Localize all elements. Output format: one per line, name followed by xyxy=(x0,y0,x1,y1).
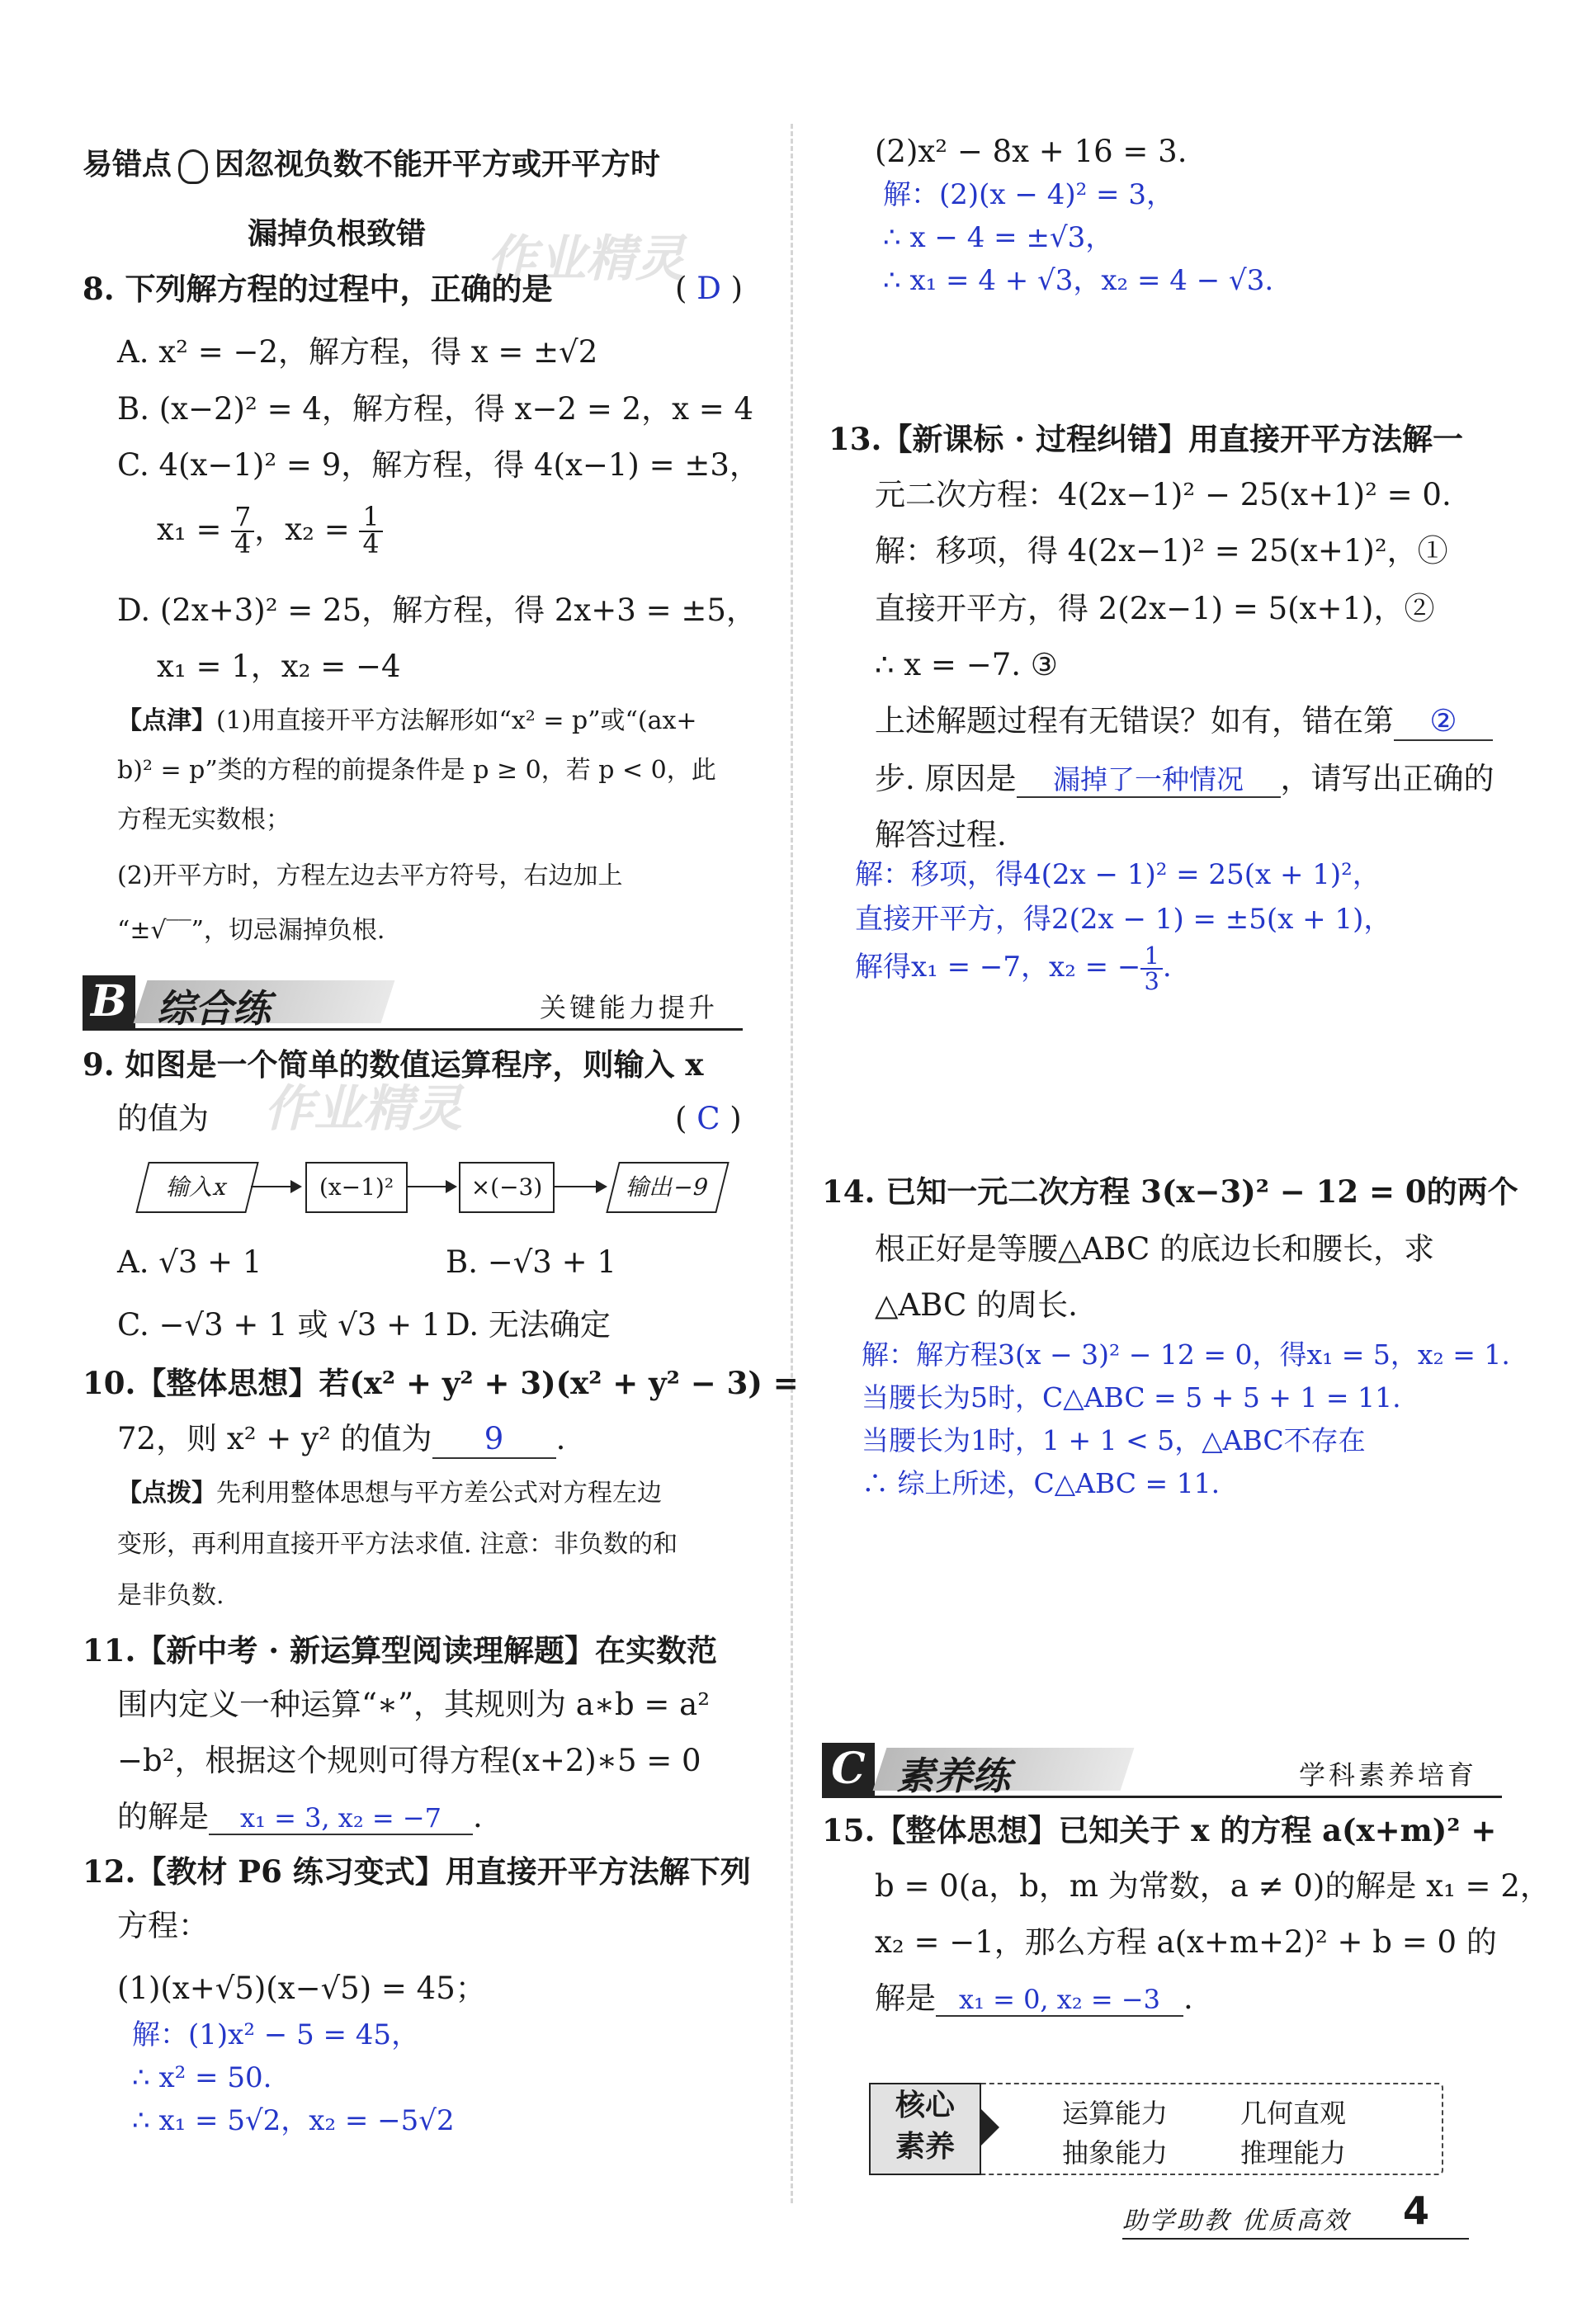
flow-arrow-3 xyxy=(553,1186,606,1187)
watermark-2: 作业精灵 xyxy=(264,1080,462,1138)
mistake-label: 易错点 xyxy=(83,147,172,182)
tip10-line-3: 是非负数. xyxy=(117,1581,224,1610)
q10-l1: 10.【整体思想】若(x² + y² + 3)(x² + y² − 3) = xyxy=(83,1365,799,1401)
core-item-reasoning: 推理能力 xyxy=(1240,2137,1347,2169)
q13-line-7 xyxy=(875,761,1494,798)
tip10-line-1 xyxy=(117,1479,662,1508)
flow-multiply: ×(−3) xyxy=(459,1162,555,1213)
section-c-name: 素养练 xyxy=(896,1754,1010,1798)
section-c-tag: 学科素养培育 xyxy=(1298,1759,1477,1791)
core-item-computation: 运算能力 xyxy=(1062,2098,1169,2129)
core-label-1: 核心 xyxy=(895,2088,955,2122)
q14-line-2: 根正好是等腰△ABC 的底边长和腰长，求 xyxy=(875,1231,1435,1267)
tip8-line-1 xyxy=(117,706,697,736)
tip8-line-5: “±√‾‾”，切忌漏掉负根. xyxy=(117,916,385,945)
q9-l1: 9. 如图是一个简单的数值运算程序，则输入 x xyxy=(83,1046,704,1083)
q12-solution-2-line-3: ∴ x₁ = 4 + √3，x₂ = 4 − √3. xyxy=(883,264,1274,297)
core-item-geometric-intuition: 几何直观 xyxy=(1240,2098,1347,2129)
q13-s3-frac xyxy=(1140,944,1162,994)
section-b-tag: 关键能力提升 xyxy=(539,992,718,1023)
q15-line-2: b = 0(a，b，m 为常数，a ≠ 0)的解是 x₁ = 2， xyxy=(875,1868,1551,1904)
q8-c-frac-1 xyxy=(231,505,254,559)
q15-l4b: . xyxy=(1183,1980,1193,2016)
q14-solution-line-4: ∴ 综上所述，C△ABC = 11. xyxy=(862,1467,1221,1499)
q13-line-6 xyxy=(875,703,1493,741)
core-literacy-box xyxy=(869,2083,1443,2175)
core-item-abstraction: 抽象能力 xyxy=(1062,2137,1169,2169)
q12-solution-1-line-2: ∴ x² = 50. xyxy=(132,2061,272,2094)
flow-input: 输入x xyxy=(135,1162,258,1213)
q8-c-frac-2 xyxy=(359,505,382,559)
q13-answer-reason: 漏掉了一种情况 xyxy=(1017,763,1281,798)
q8-c-frac-2-num: 1 xyxy=(359,505,382,532)
mistake-title-2: 漏掉负根致错 xyxy=(248,216,427,251)
watermark: 作业精灵 xyxy=(487,230,685,288)
q14-solution-line-3: 当腰长为1时，1 + 1 < 5，△ABC不存在 xyxy=(862,1424,1366,1456)
q13-s3b: . xyxy=(1162,950,1172,984)
q8-option-d-roots: x₁ = 1，x₂ = −4 xyxy=(157,649,401,684)
q8-stem-text: 8. 下列解方程的过程中，正确的是 xyxy=(83,271,553,307)
tip8-line-3: 方程无实数根； xyxy=(117,805,290,834)
tip10-label: 【点拨】 xyxy=(117,1479,216,1508)
q8-option-b: B. (x−2)² = 4，解方程，得 x−2 = 2，x = 4 xyxy=(117,391,754,427)
q8-answer-value: D xyxy=(696,271,721,306)
q15-line-1 xyxy=(822,1812,1496,1849)
flow-arrow-2 xyxy=(406,1186,456,1187)
q8-c-frac-1-num: 7 xyxy=(231,505,254,532)
q8-c-frac-2-den: 4 xyxy=(362,530,380,560)
q13-solution-line-1: 解：移项，得4(2x − 1)² = 25(x + 1)²， xyxy=(855,858,1381,891)
q12-solution-2-line-2: ∴ x − 4 = ±√3， xyxy=(883,221,1114,254)
q11-l1: 11.【新中考 · 新运算型阅读理解题】在实数范 xyxy=(83,1632,718,1669)
q9-option-b: B. −√3 + 1 xyxy=(446,1244,616,1280)
q13-l7b: ，请写出正确的 xyxy=(1280,761,1494,796)
q8-option-a: A. x² = −2，解方程，得 x = ±√2 xyxy=(117,334,598,370)
q11-line-4: 的解是 x₁ = 3, x₂ = −7 . xyxy=(117,1799,483,1834)
q14-solution-line-1: 解：解方程3(x − 3)² − 12 = 0，得x₁ = 5，x₂ = 1. xyxy=(862,1338,1510,1371)
tip10-l1: 先利用整体思想与平方差公式对方程左边 xyxy=(216,1479,662,1508)
q15-answer: x₁ = 0, x₂ = −3 xyxy=(936,1984,1183,2017)
q12-problem-2: (2)x² − 8x + 16 = 3. xyxy=(875,134,1188,169)
q8-c-frac-1-den: 4 xyxy=(234,530,252,560)
q15-l1: 15.【整体思想】已知关于 x 的方程 a(x+m)² + xyxy=(822,1812,1497,1848)
q13-line-1 xyxy=(829,421,1463,458)
q8-option-c: C. 4(x−1)² = 9，解方程，得 4(x−1) = ±3， xyxy=(117,447,760,483)
q8-c-x1: x₁ = xyxy=(157,511,222,547)
q12-solution-1-line-3: ∴ x₁ = 5√2，x₂ = −5√2 xyxy=(132,2104,455,2137)
q12-line-1 xyxy=(83,1853,751,1891)
tip8-label: 【点津】 xyxy=(117,706,216,735)
q9-option-d: D. 无法确定 xyxy=(446,1307,611,1343)
q13-s3a: 解得x₁ = −7，x₂ = − xyxy=(855,950,1141,984)
q13-answer-step: ② xyxy=(1394,703,1493,741)
page-number: 4 xyxy=(1403,2188,1430,2233)
q9-line-2: 的值为 xyxy=(117,1101,209,1136)
q13-solution-line-3 xyxy=(855,944,1172,994)
q13-s3-den: 3 xyxy=(1144,966,1159,995)
q12-l1: 12.【教材 P6 练习变式】用直接开平方法解下列 xyxy=(83,1853,751,1890)
q8-option-d: D. (2x+3)² = 25，解方程，得 2x+3 = ±5， xyxy=(117,592,757,628)
q8-answer: ( D ) xyxy=(675,271,744,306)
q10-line-1 xyxy=(83,1365,799,1402)
tip10-line-2: 变形，再利用直接开平方法求值. 注意：非负数的和 xyxy=(117,1530,678,1559)
q14-line-3: △ABC 的周长. xyxy=(875,1287,1078,1323)
q14-line-1 xyxy=(822,1173,1518,1211)
q15-l4: 解是 xyxy=(875,1980,936,2016)
lightbulb-icon xyxy=(178,149,208,184)
core-label-2: 素养 xyxy=(895,2129,955,2164)
q13-s3-num: 1 xyxy=(1140,944,1162,970)
q13-line-8: 解答过程. xyxy=(875,817,1007,852)
section-b-letter: B xyxy=(83,975,135,1028)
section-b-name: 综合练 xyxy=(157,986,271,1031)
q9-option-a: A. √3 + 1 xyxy=(117,1244,262,1280)
tip8-line-4: (2)开平方时，方程左边去平方符号，右边加上 xyxy=(117,861,623,890)
q10-l2: 72，则 x² + y² 的值为 xyxy=(117,1421,432,1456)
q13-l7a: 步. 原因是 xyxy=(875,761,1017,796)
mistake-heading xyxy=(83,147,660,184)
q9-answer-value: C xyxy=(696,1101,720,1136)
q12-problem-1: (1)(x+√5)(x−√5) = 45； xyxy=(117,1971,486,2006)
q9-option-c: C. −√3 + 1 或 √3 + 1 xyxy=(117,1307,441,1343)
column-divider xyxy=(791,124,793,2203)
q12-solution-1-line-1: 解：(1)x² − 5 = 45， xyxy=(132,2018,420,2051)
q14-solution-line-2: 当腰长为5时，C△ABC = 5 + 5 + 1 = 11. xyxy=(862,1381,1401,1414)
q15-line-3: x₂ = −1，那么方程 a(x+m+2)² + b = 0 的 xyxy=(875,1924,1497,1960)
footer-slogan: 助学助教 优质高效 xyxy=(1122,2207,1351,2235)
flow-arrow-1 xyxy=(251,1186,300,1187)
q13-line-3: 解：移项，得 4(2x−1)² = 25(x+1)²，① xyxy=(875,533,1448,569)
tip8-l1: (1)用直接开平方法解形如“x² = p”或“(ax+ xyxy=(216,706,697,735)
q8-stem xyxy=(83,271,553,308)
section-b-banner xyxy=(83,975,743,1031)
q15-line-4 xyxy=(875,1980,1193,2017)
q8-c-x2: ，x₂ = xyxy=(254,511,350,547)
q14-l1: 14. 已知一元二次方程 3(x−3)² − 12 = 0的两个 xyxy=(822,1173,1518,1210)
q13-solution-line-2: 直接开平方，得2(2x − 1) = ±5(x + 1)， xyxy=(855,903,1392,936)
q11-line-2: 围内定义一种运算“∗”，其规则为 a∗b = a² xyxy=(117,1687,711,1722)
q12-line-2: 方程： xyxy=(117,1908,209,1943)
q10-line-2: 72，则 x² + y² 的值为 9 . xyxy=(117,1421,565,1459)
q11-answer: x₁ = 3, x₂ = −7 xyxy=(209,1802,473,1835)
section-c-banner xyxy=(822,1743,1502,1798)
q13-l1: 13.【新课标 · 过程纠错】用直接开平方法解一 xyxy=(829,421,1464,457)
q11-line-1 xyxy=(83,1632,717,1669)
q12-solution-2-line-1: 解：(2)(x − 4)² = 3， xyxy=(883,178,1174,211)
q10-answer: 9 xyxy=(432,1421,556,1459)
flow-square: (x−1)² xyxy=(305,1162,408,1213)
tip8-line-2: b)² = p”类的方程的前提条件是 p ≥ 0，若 p < 0，此 xyxy=(117,756,716,785)
core-label xyxy=(869,2083,981,2175)
mistake-title-1: 因忽视负数不能开平方或开平方时 xyxy=(215,147,661,182)
q11-l4: 的解是 xyxy=(117,1799,209,1834)
flow-output: 输出−9 xyxy=(606,1162,729,1213)
q8-option-c-roots xyxy=(157,505,383,559)
q11-line-3: −b²，根据这个规则可得方程(x+2)∗5 = 0 xyxy=(117,1743,701,1778)
q9-answer: ( C ) xyxy=(675,1101,742,1136)
q13-line-4: 直接开平方，得 2(2x−1) = 5(x+1)，② xyxy=(875,591,1435,626)
q13-l6: 上述解题过程有无错误？如有，错在第 xyxy=(875,703,1394,739)
section-c-letter: C xyxy=(822,1743,875,1796)
q13-line-5: ∴ x = −7. ③ xyxy=(875,647,1058,682)
footer-rule xyxy=(1122,2238,1469,2240)
q13-line-2: 元二次方程：4(2x−1)² − 25(x+1)² = 0. xyxy=(875,477,1452,512)
